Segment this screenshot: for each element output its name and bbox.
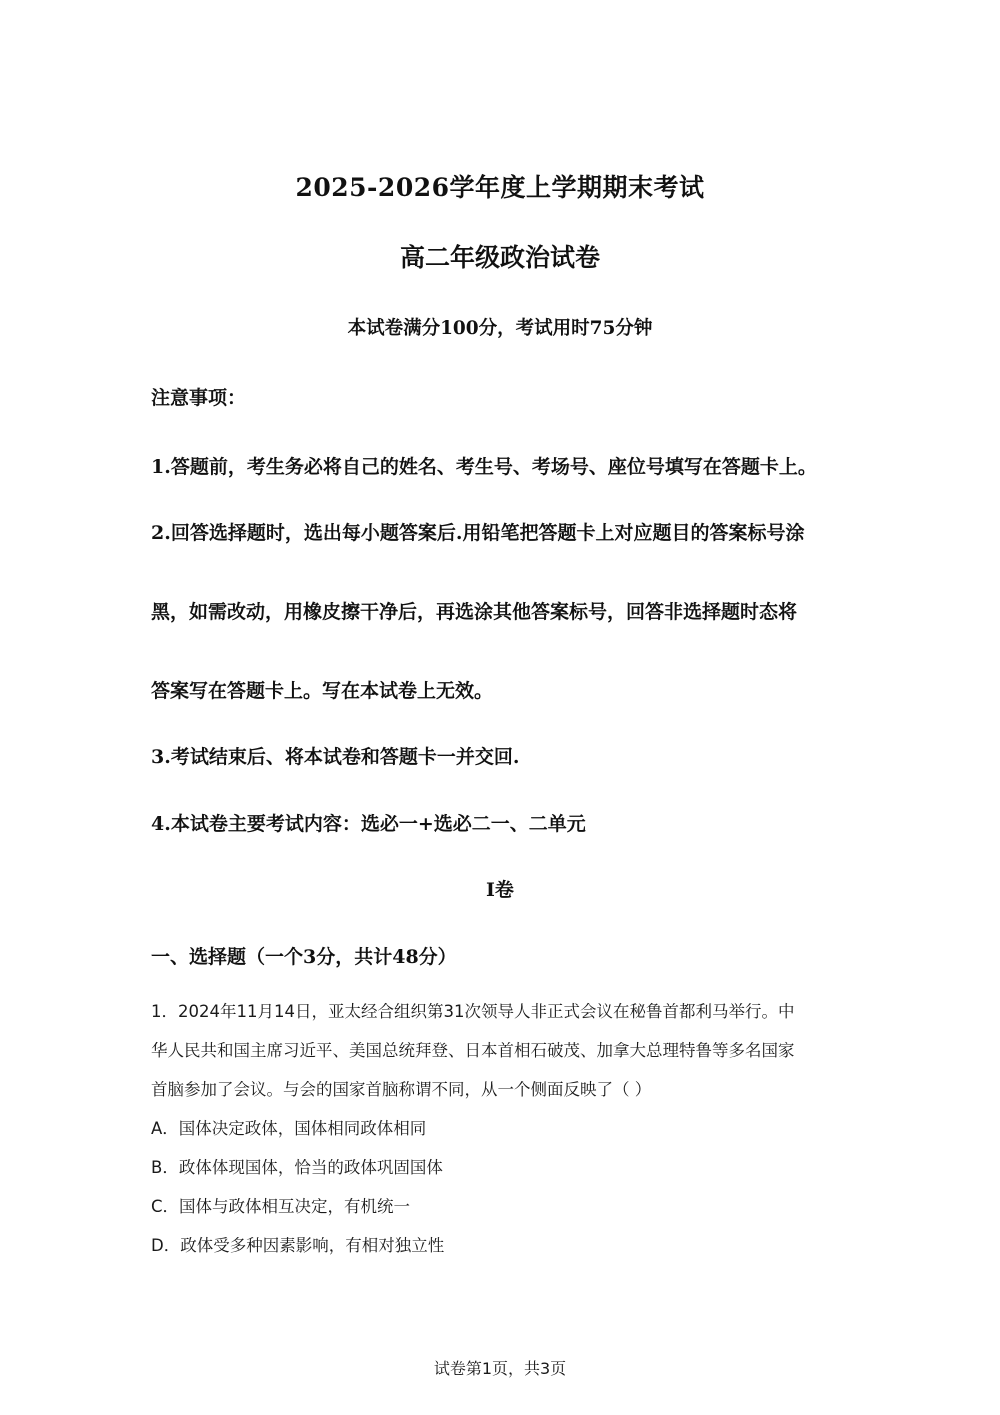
exam-subtitle: 高二年级政治试卷 [399,243,600,272]
question-stem-line: 1．2024年11月14日，亚太经合组织第31次领导人非正式会议在秘鲁首都利马举行。中 [151,1002,795,1021]
option-c[interactable]: C．国体与政体相互决定，有机统一 [151,1197,411,1216]
option-d[interactable]: D．政体受多种因素影响，有相对独立性 [151,1236,445,1255]
section-title: 一、选择题（一个3分，共计48分） [151,946,457,968]
exam-info: 本试卷满分100分，考试用时75分钟 [347,318,653,339]
question-stem-line: 首脑参加了会议。与会的国家首脑称谓不同，从一个侧面反映了（ ） [151,1080,652,1099]
option-a[interactable]: A．国体决定政体，国体相同政体相同 [151,1119,427,1138]
notice-line: 4.本试卷主要考试内容：选必一+选必二一、二单元 [151,813,586,835]
page-footer: 试卷第1页，共3页 [433,1359,567,1378]
notice-line: 黑，如需改动，用橡皮擦干净后，再选涂其他答案标号，回答非选择题时态将 [151,601,798,623]
notice-heading: 注意事项： [151,387,247,409]
notice-line: 2.回答选择题时，选出每小题答案后.用铅笔把答题卡上对应题目的答案标号涂 [151,522,805,544]
notice-line: 1.答题前，考生务必将自己的姓名、考生号、考场号、座位号填写在答题卡上。 [151,456,817,478]
section-mark: I卷 [486,879,514,901]
exam-title: 2025-2026学年度上学期期末考试 [295,173,705,202]
option-b[interactable]: B．政体体现国体，恰当的政体巩固国体 [151,1158,443,1177]
notice-line: 答案写在答题卡上。写在本试卷上无效。 [151,680,494,702]
notice-line: 3.考试结束后、将本试卷和答题卡一并交回. [151,746,520,768]
question-stem-line: 华人民共和国主席习近平、美国总统拜登、日本首相石破茂、加拿大总理特鲁等多名国家 [151,1041,795,1060]
